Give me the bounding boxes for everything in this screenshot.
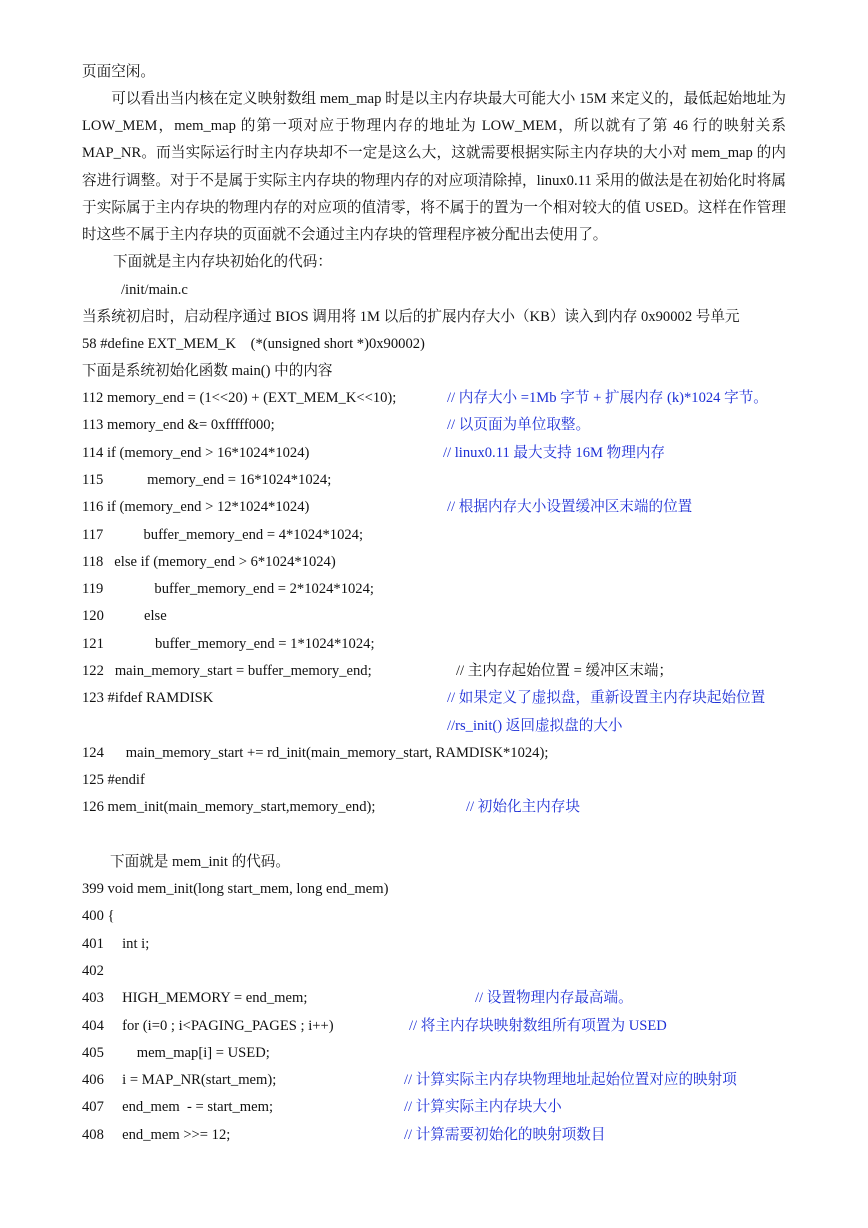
- code-line: 408 end_mem >>= 12;: [82, 1127, 231, 1143]
- code-line: 121 buffer_memory_end = 1*1024*1024;: [82, 636, 375, 652]
- code-line: 400 {: [82, 908, 115, 924]
- code-comment: // 如果定义了虚拟盘，重新设置主内存块起始位置: [447, 690, 766, 706]
- code-line: 120 else: [82, 608, 167, 624]
- boot-description: 当系统初启时，启动程序通过 BIOS 调用将 1M 以后的扩展内存大小（KB）读入到内存 0x90002 号单元: [82, 309, 740, 325]
- code-line: 126 mem_init(main_memory_start,memory_end);: [82, 799, 376, 815]
- code-line: 403 HIGH_MEMORY = end_mem;: [82, 990, 308, 1006]
- code-comment: // 主内存起始位置 = 缓冲区末端；: [456, 663, 674, 679]
- paragraph-free-page: 页面空闲。: [82, 64, 155, 80]
- code-comment: // 初始化主内存块: [466, 799, 580, 815]
- code-line: 404 for (i=0 ; i<PAGING_PAGES ; i++): [82, 1018, 334, 1034]
- mem-init-intro: 下面就是 mem_init 的代码。: [110, 854, 290, 870]
- code-line: 125 #endif: [82, 772, 145, 788]
- code-comment: // 计算实际主内存块大小: [404, 1099, 562, 1115]
- code-line: 406 i = MAP_NR(start_mem);: [82, 1072, 277, 1088]
- define-line: 58 #define EXT_MEM_K (*(unsigned short *)0x90002): [82, 336, 425, 352]
- code-line: 405 mem_map[i] = USED;: [82, 1045, 270, 1061]
- code-line: 122 main_memory_start = buffer_memory_end;: [82, 663, 372, 679]
- code-comment: // 设置物理内存最高端。: [475, 990, 633, 1006]
- code-comment: // 将主内存块映射数组所有项置为 USED: [409, 1018, 667, 1034]
- code-line: 114 if (memory_end > 16*1024*1024): [82, 445, 310, 461]
- code-line: 123 #ifdef RAMDISK: [82, 690, 214, 706]
- code-line: 124 main_memory_start += rd_init(main_memory_start, RAMDISK*1024);: [82, 745, 549, 761]
- code-line: 119 buffer_memory_end = 2*1024*1024;: [82, 581, 374, 597]
- code-line: 118 else if (memory_end > 6*1024*1024): [82, 554, 336, 570]
- code-line: 116 if (memory_end > 12*1024*1024): [82, 499, 310, 515]
- code-comment: // 计算实际主内存块物理地址起始位置对应的映射项: [404, 1072, 737, 1088]
- code-line: 399 void mem_init(long start_mem, long end_mem): [82, 881, 389, 897]
- paragraph-mem-map: 可以看出当内核在定义映射数组 mem_map 时是以主内存块最大可能大小 15M 来定义的，最低起始地址为 LOW_MEM，mem_map 的第一项对应于物理内存的地址为 LOW_MEM，所以就有了第 46 行的映射关系 MAP_NR。而当实际运行时主内存块却不一定是这么大，这就需要根据实际主内存块的大小对 mem_map 的内容进行调整。对于不是属于实际主内存块的物理内存的对应项清除掉，linux0.11 采用的做法是在初始化时将属于实际属于主内存块的物理内存的对应项的值清零，将不属于的置为一个相对较大的值 USED。这样在作管理时这些不属于主内存块的页面就不会通过主内存块的管理程序被分配出去使用了。: [82, 91, 786, 244]
- code-line: 402: [82, 963, 104, 979]
- code-comment: // 根据内存大小设置缓冲区末端的位置: [447, 499, 693, 515]
- code-line: 401 int i;: [82, 936, 150, 952]
- main-function-intro: 下面是系统初始化函数 main() 中的内容: [82, 363, 333, 379]
- file-path: /init/main.c: [121, 282, 188, 298]
- main-init-intro: 下面就是主内存块初始化的代码：: [113, 254, 332, 270]
- code-comment: // 计算需要初始化的映射项数目: [404, 1127, 606, 1143]
- code-comment: // 内存大小 =1Mb 字节 + 扩展内存 (k)*1024 字节。: [447, 390, 768, 406]
- code-line: 113 memory_end &= 0xfffff000;: [82, 417, 275, 433]
- code-line: 115 memory_end = 16*1024*1024;: [82, 472, 332, 488]
- code-line: 117 buffer_memory_end = 4*1024*1024;: [82, 527, 364, 543]
- code-line: 407 end_mem - = start_mem;: [82, 1099, 274, 1115]
- code-comment: // 以页面为单位取整。: [447, 417, 591, 433]
- code-line: 112 memory_end = (1<<20) + (EXT_MEM_K<<10);: [82, 390, 397, 406]
- code-comment: // linux0.11 最大支持 16M 物理内存: [443, 445, 666, 461]
- code-comment: //rs_init() 返回虚拟盘的大小: [447, 718, 623, 734]
